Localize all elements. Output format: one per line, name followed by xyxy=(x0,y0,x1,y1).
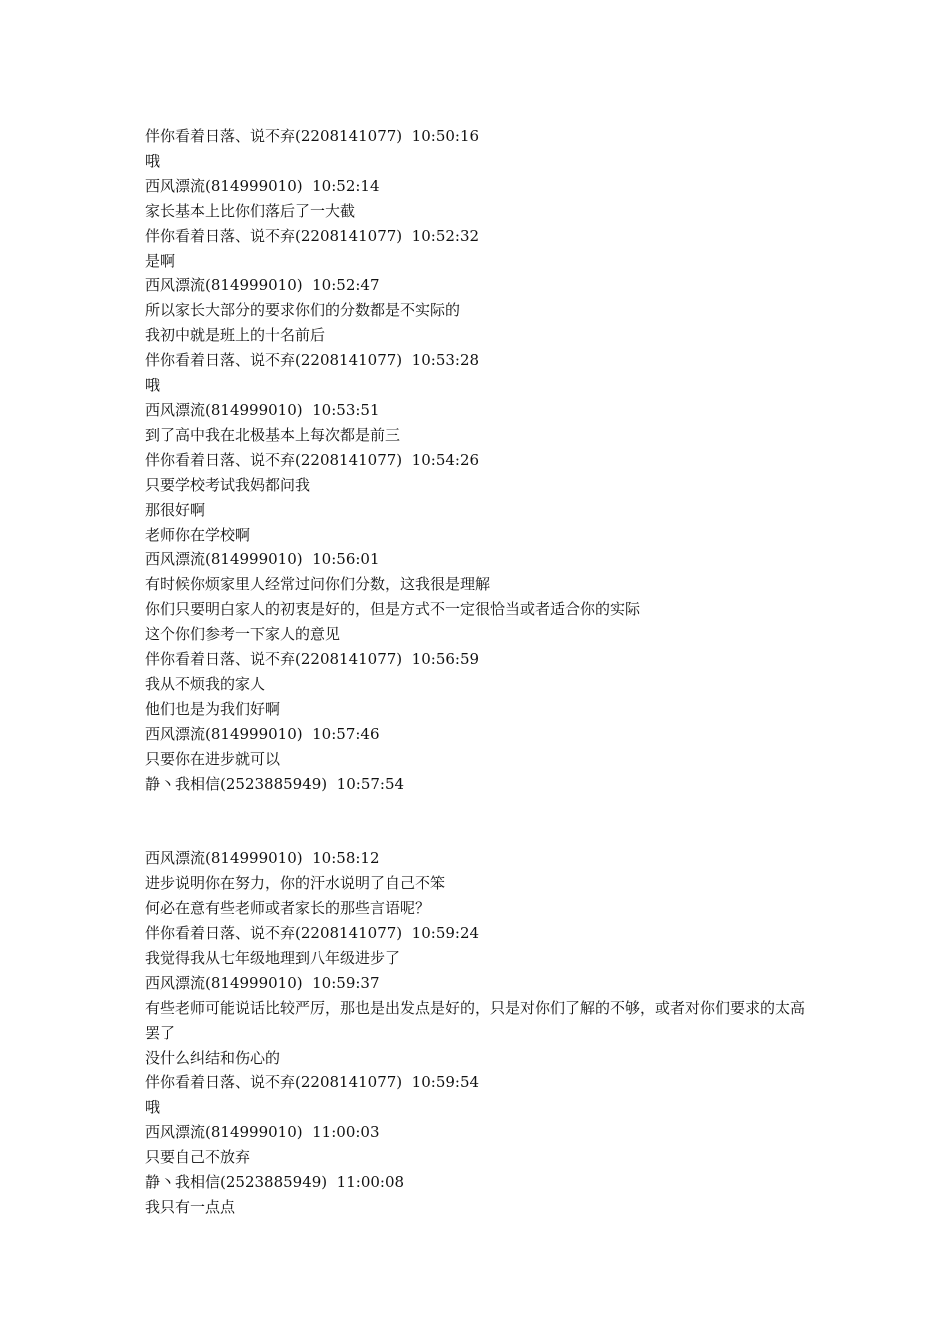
chat-line: 我从不烦我的家人 xyxy=(145,674,266,693)
chat-line: 西风漂流(814999010) 10:52:47 xyxy=(145,276,380,295)
chat-line: 他们也是为我们好啊 xyxy=(145,699,281,718)
chat-line: 伴你看着日落、说不弃(2208141077) 10:54:26 xyxy=(145,450,480,469)
chat-line: 伴你看着日落、说不弃(2208141077) 10:53:28 xyxy=(145,351,480,370)
chat-line: 这个你们参考一下家人的意见 xyxy=(145,625,341,644)
chat-line: 只要自己不放弃 xyxy=(145,1148,251,1167)
chat-log-part-1 xyxy=(145,124,815,796)
chat-line: 那很好啊 xyxy=(145,500,206,519)
chat-line: 到了高中我在北极基本上每次都是前三 xyxy=(145,425,401,444)
chat-line: 西风漂流(814999010) 10:56:01 xyxy=(145,550,380,569)
chat-line: 伴你看着日落、说不弃(2208141077) 10:56:59 xyxy=(145,650,480,669)
chat-line: 家长基本上比你们落后了一大截 xyxy=(145,201,356,220)
chat-log-document xyxy=(145,124,815,1220)
chat-line: 何必在意有些老师或者家长的那些言语呢？ xyxy=(145,899,431,918)
chat-line: 只要学校考试我妈都问我 xyxy=(145,475,311,494)
chat-line: 我只有一点点 xyxy=(145,1197,236,1216)
chat-line: 有些老师可能说话比较严厉，那也是出发点是好的，只是对你们了解的不够，或者对你们要求的太高罢了 xyxy=(145,998,806,1042)
chat-line: 伴你看着日落、说不弃(2208141077) 10:52:32 xyxy=(145,226,480,245)
chat-line: 我初中就是班上的十名前后 xyxy=(145,326,326,345)
chat-line: 西风漂流(814999010) 10:53:51 xyxy=(145,400,380,419)
chat-line: 没什么纠结和伤心的 xyxy=(145,1048,281,1067)
chat-line: 老师你在学校啊 xyxy=(145,525,251,544)
chat-line: 哦 xyxy=(145,376,161,395)
chat-line: 只要你在进步就可以 xyxy=(145,749,281,768)
chat-line: 你们只要明白家人的初衷是好的，但是方式不一定很恰当或者适合你的实际 xyxy=(145,600,641,619)
chat-line: 伴你看着日落、说不弃(2208141077) 10:59:24 xyxy=(145,923,480,942)
chat-line: 西风漂流(814999010) 10:59:37 xyxy=(145,973,380,992)
chat-log-part-2 xyxy=(145,846,815,1220)
chat-line: 西风漂流(814999010) 11:00:03 xyxy=(145,1123,380,1142)
chat-line: 哦 xyxy=(145,151,161,170)
chat-line: 西风漂流(814999010) 10:52:14 xyxy=(145,176,380,195)
chat-line: 静丶我相信(2523885949) 11:00:08 xyxy=(145,1173,405,1192)
chat-line: 我觉得我从七年级地理到八年级进步了 xyxy=(145,948,401,967)
chat-line: 是啊 xyxy=(145,251,176,270)
chat-line: 西风漂流(814999010) 10:57:46 xyxy=(145,724,380,743)
chat-line: 有时候你烦家里人经常过问你们分数，这我很是理解 xyxy=(145,575,491,594)
chat-line: 进步说明你在努力，你的汗水说明了自己不笨 xyxy=(145,874,446,893)
chat-line: 伴你看着日落、说不弃(2208141077) 10:50:16 xyxy=(145,127,480,145)
chat-line: 伴你看着日落、说不弃(2208141077) 10:59:54 xyxy=(145,1073,480,1092)
chat-line: 所以家长大部分的要求你们的分数都是不实际的 xyxy=(145,301,461,320)
chat-line: 西风漂流(814999010) 10:58:12 xyxy=(145,849,380,868)
chat-line: 哦 xyxy=(145,1098,161,1117)
chat-line: 静丶我相信(2523885949) 10:57:54 xyxy=(145,774,405,793)
blank-spacer xyxy=(145,796,815,846)
